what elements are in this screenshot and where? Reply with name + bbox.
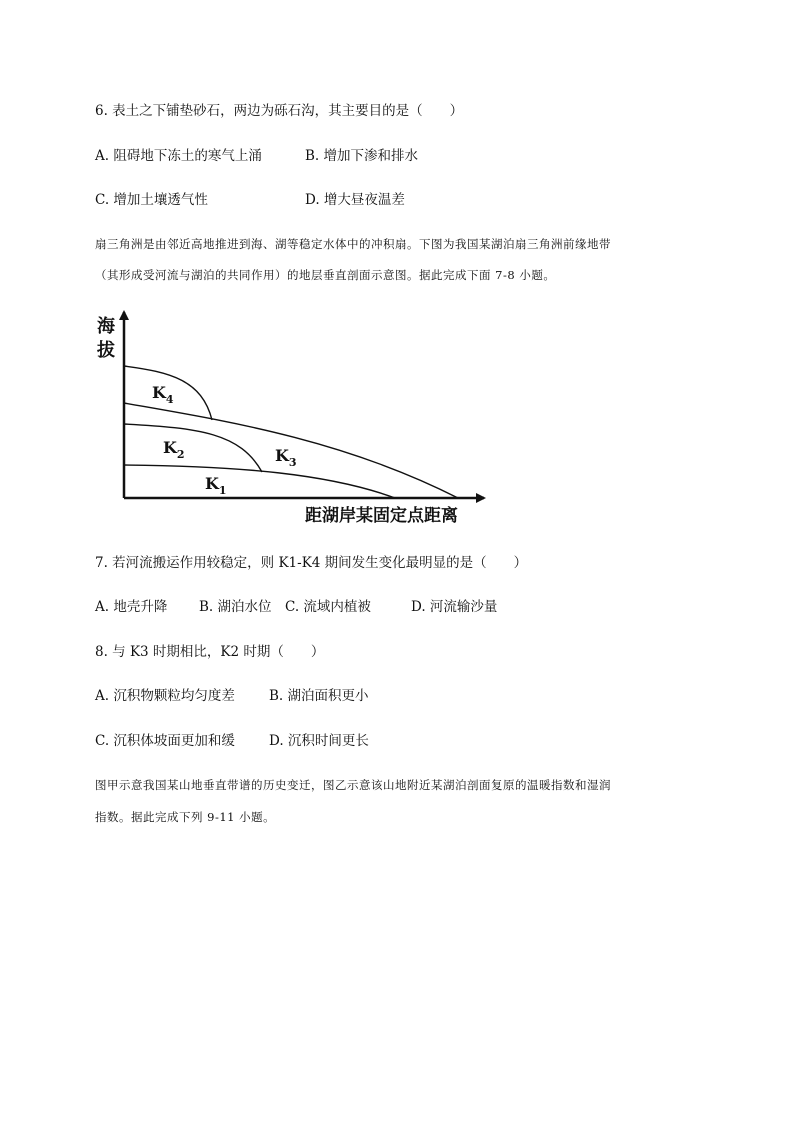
y-axis-label-top: 海 xyxy=(97,316,115,337)
question-7-options-row xyxy=(95,598,497,616)
question-6-options-row-2 xyxy=(95,191,405,209)
question-7-option-c: C. 流域内植被 xyxy=(285,599,371,615)
question-8-option-d: D. 沉积时间更长 xyxy=(269,733,369,749)
question-7-option-a: A. 地壳升降 xyxy=(95,599,168,615)
passage-9-11-line-2: 指数。据此完成下列 9-11 小题。 xyxy=(95,810,276,824)
question-6-option-d: D. 增大昼夜温差 xyxy=(305,192,405,208)
question-8-options-row-2 xyxy=(95,732,369,750)
passage-7-8-line-1: 扇三角洲是由邻近高地推进到海、湖等稳定水体中的冲积扇。下图为我国某湖泊扇三角洲前缘地带 xyxy=(95,237,611,251)
question-6-stem: 6. 表土之下铺垫砂石，两边为砾石沟，其主要目的是（ ） xyxy=(95,103,464,119)
question-6-option-b: B. 增加下渗和排水 xyxy=(305,148,419,164)
passage-9-11-line-1: 图甲示意我国某山地垂直带谱的历史变迁，图乙示意该山地附近某湖泊剖面复原的温暖指数和湿润 xyxy=(95,778,611,792)
layer-label-k3: $K_3$ xyxy=(275,446,297,469)
layer-label-k4: $K_4$ xyxy=(152,383,174,406)
question-8-option-b: B. 湖泊面积更小 xyxy=(269,688,369,704)
question-6-option-a: A. 阻碍地下冻土的寒气上涌 xyxy=(95,148,262,164)
y-axis-label-bottom: 拔 xyxy=(97,340,115,361)
question-8-option-a: A. 沉积物颗粒均匀度差 xyxy=(95,688,235,704)
question-8-options-row-1 xyxy=(95,687,369,705)
question-7-option-b: B. 湖泊水位 xyxy=(199,599,272,615)
layer-label-k2: $K_2$ xyxy=(163,438,185,461)
question-6-options-row-1 xyxy=(95,147,418,165)
layer-label-k1: $K_1$ xyxy=(205,474,227,497)
stratigraphic-section-figure xyxy=(90,308,500,530)
x-axis-label: 距湖岸某固定点距离 xyxy=(305,506,458,526)
question-7-option-d: D. 河流输沙量 xyxy=(411,599,498,615)
question-7-stem: 7. 若河流搬运作用较稳定，则 K1-K4 期间发生变化最明显的是（ ） xyxy=(95,555,528,571)
question-8-stem: 8. 与 K3 时期相比，K2 时期（ ） xyxy=(95,644,325,660)
layer-k1-top-boundary xyxy=(124,465,395,498)
passage-7-8-line-2: （其形成受河流与湖泊的共同作用）的地层垂直剖面示意图。据此完成下面 7-8 小题。 xyxy=(95,268,556,282)
question-8-option-c: C. 沉积体坡面更加和缓 xyxy=(95,733,235,749)
question-6-option-c: C. 增加土壤透气性 xyxy=(95,192,208,208)
